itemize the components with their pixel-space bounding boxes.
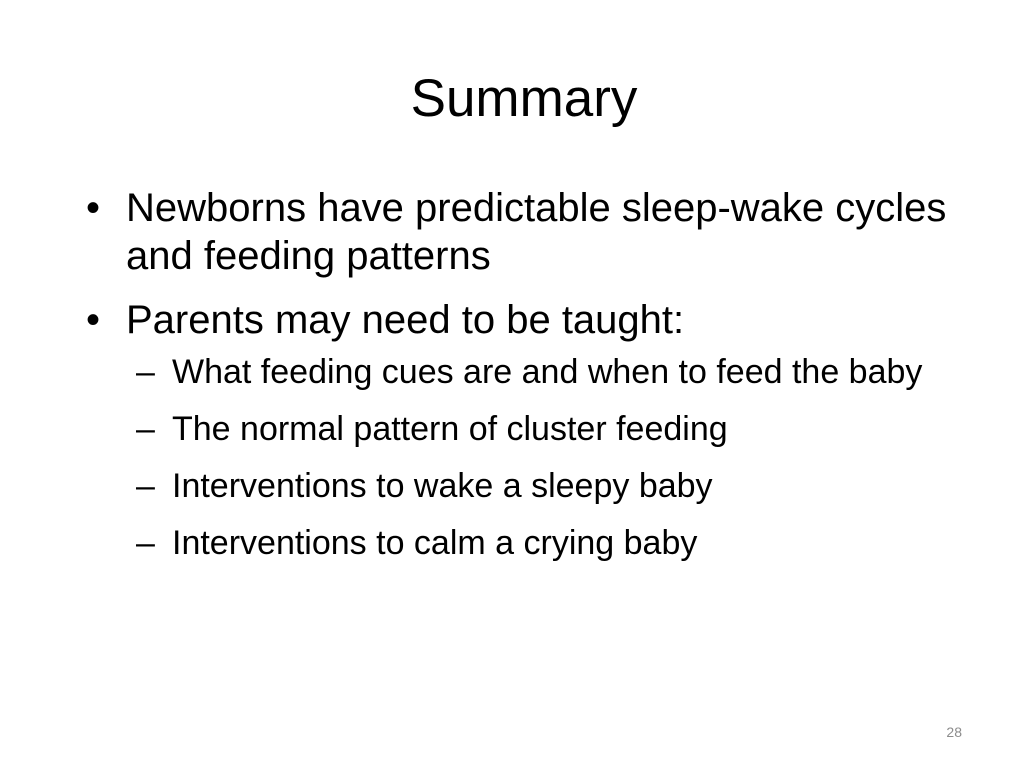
sub-bullet-text: Interventions to wake a sleepy baby xyxy=(172,467,713,505)
bullet-marker: • xyxy=(86,298,101,342)
bullet-item xyxy=(86,296,966,565)
sub-bullet-item xyxy=(136,521,976,565)
bullet-item xyxy=(86,184,966,280)
bullet-marker: • xyxy=(86,186,101,230)
bullet-text: Parents may need to be taught: xyxy=(126,298,685,342)
sub-bullet-marker: – xyxy=(136,524,155,562)
bullet-text: Newborns have predictable sleep-wake cycles and feeding patterns xyxy=(126,186,947,278)
sub-bullet-text: Interventions to calm a crying baby xyxy=(172,524,698,562)
page-number: 28 xyxy=(946,724,962,740)
bullet-list xyxy=(86,184,966,581)
sub-bullet-text: The normal pattern of cluster feeding xyxy=(172,410,728,448)
sub-bullet-list xyxy=(136,350,976,565)
sub-bullet-marker: – xyxy=(136,353,155,391)
slide-title: Summary xyxy=(410,69,638,128)
sub-bullet-item xyxy=(136,464,976,508)
sub-bullet-item xyxy=(136,350,976,394)
sub-bullet-marker: – xyxy=(136,467,155,505)
sub-bullet-text: What feeding cues are and when to feed the baby xyxy=(172,353,923,391)
sub-bullet-marker: – xyxy=(136,410,155,448)
sub-bullet-item xyxy=(136,407,976,451)
